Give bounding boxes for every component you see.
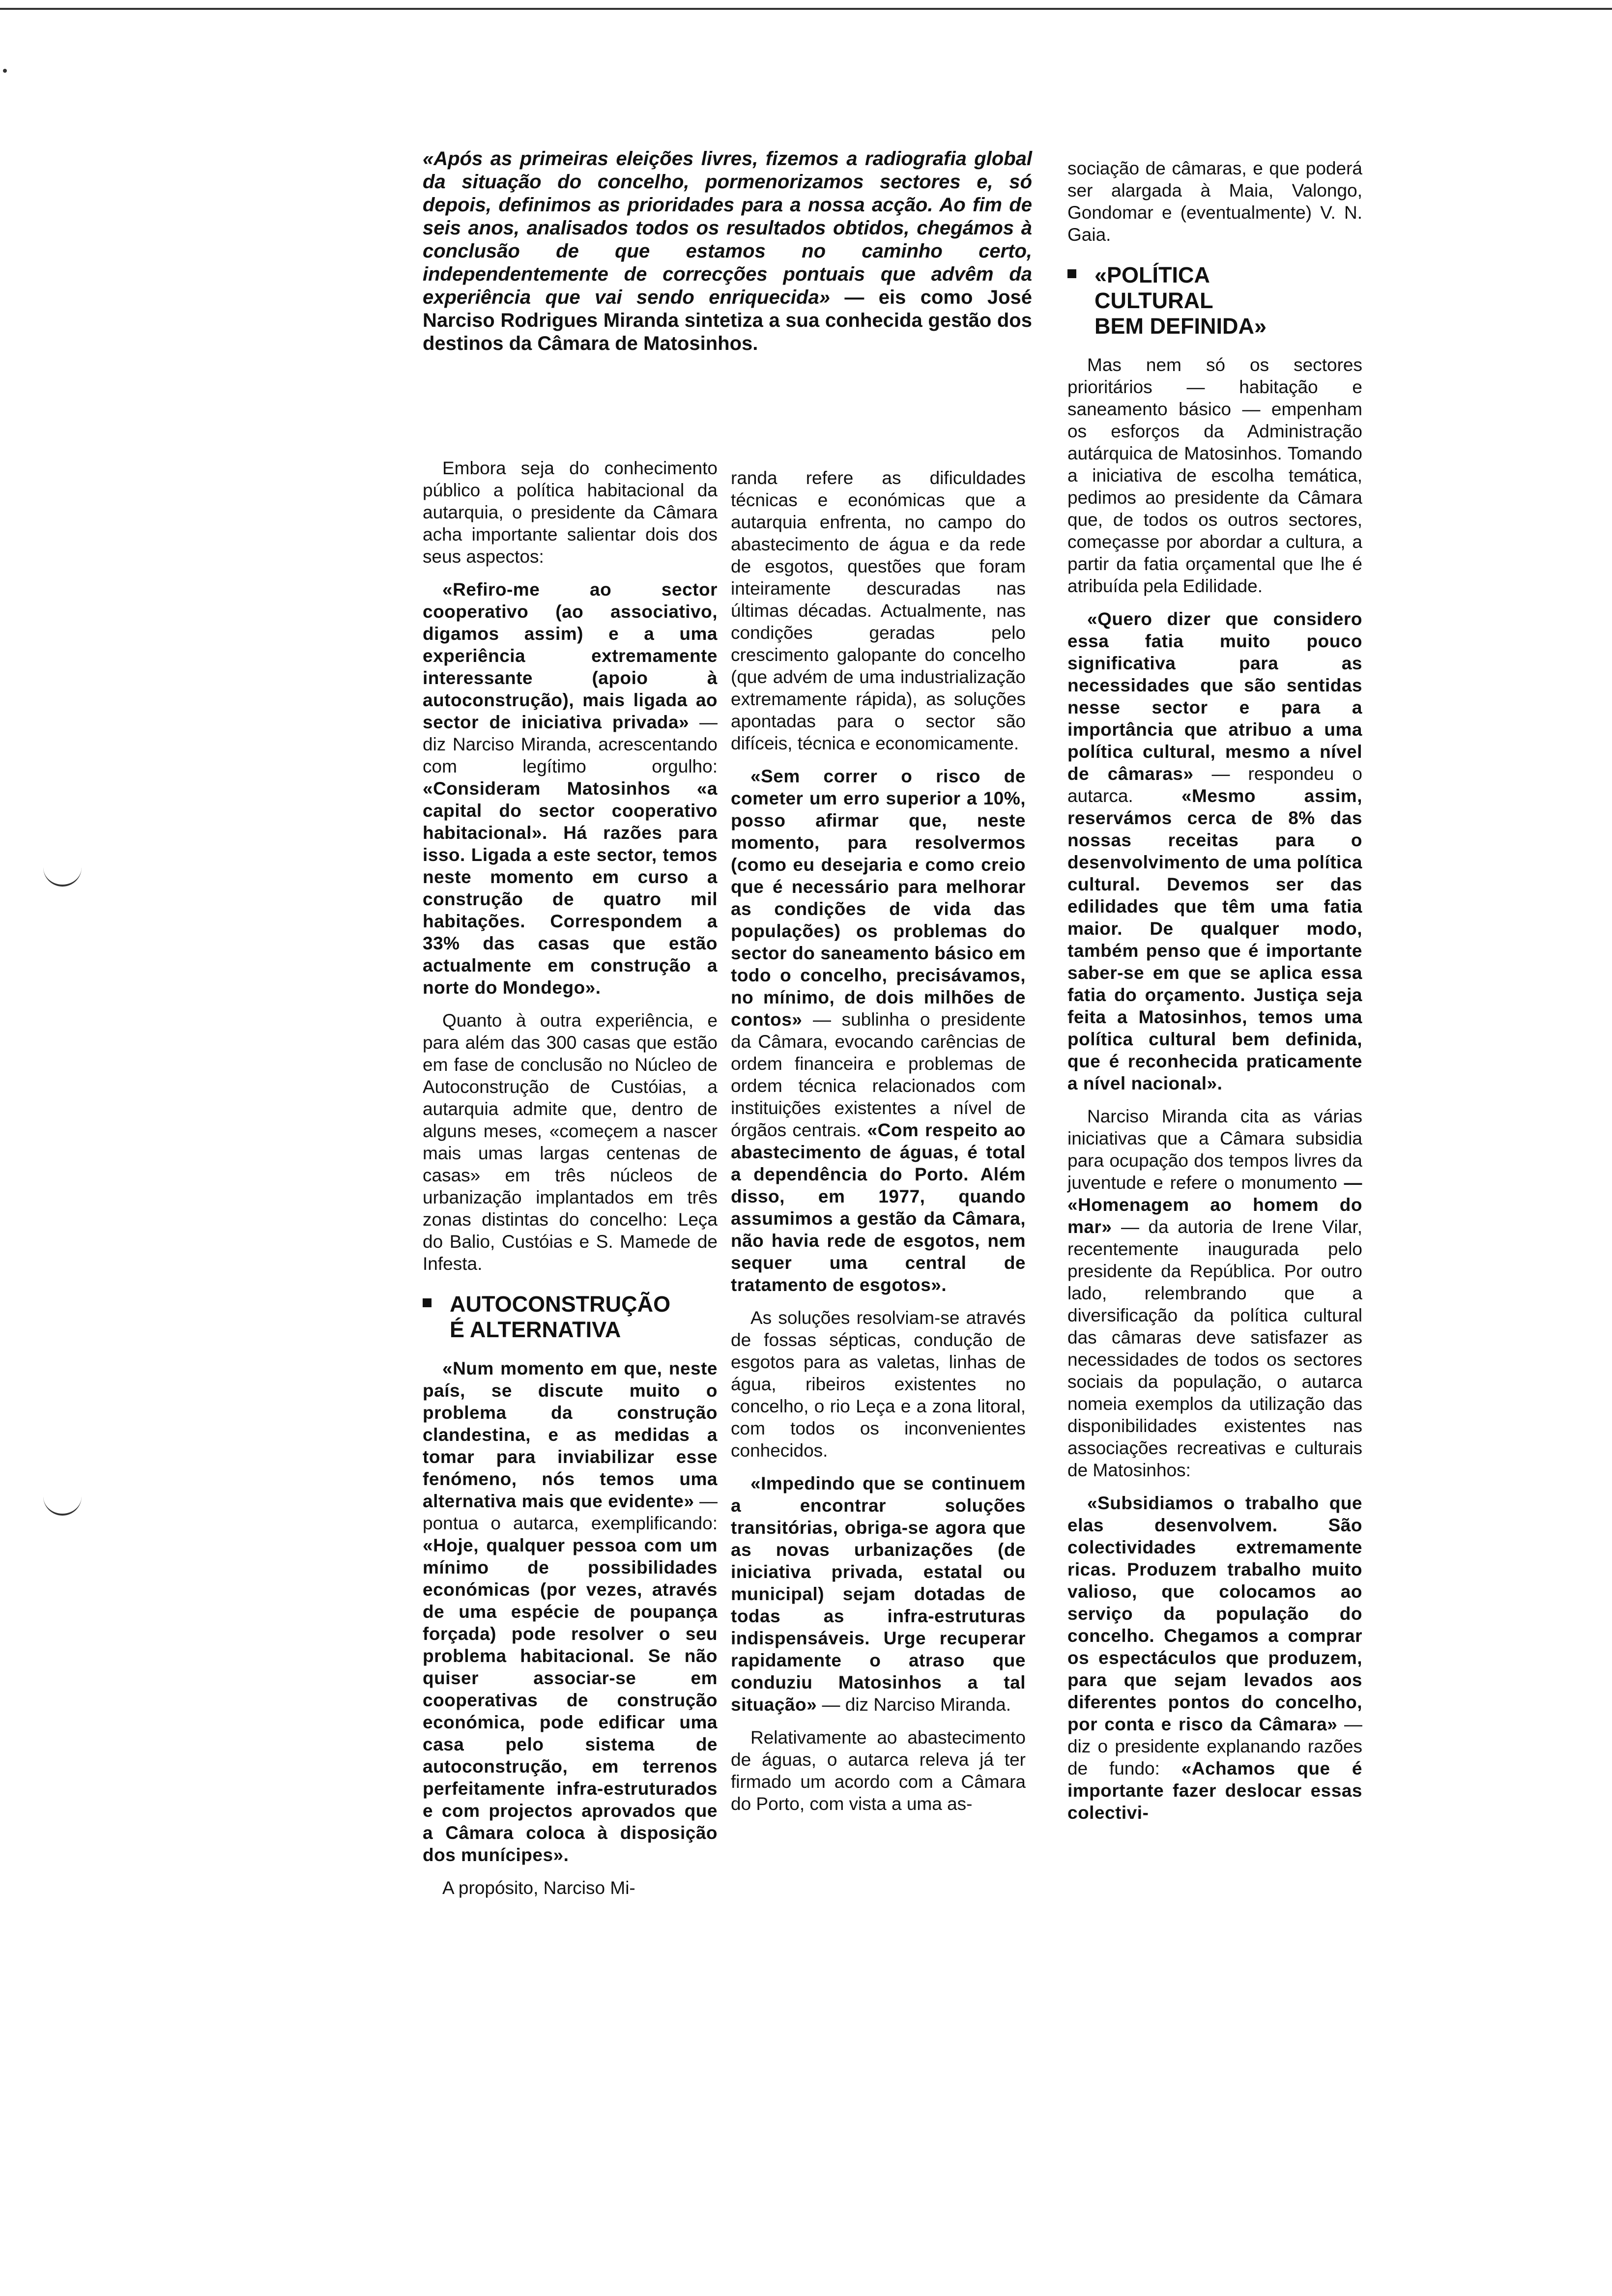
col2-paragraph-4: «Impedindo que se continuem a encontrar soluções transitórias, obriga-se agora que as novas urbanizações (de iniciativa privada, estatal ou municipal) sejam dotadas de todas as infra-estruturas indispensáveis. Urge recuperar rapidamente o atraso que conduziu Matosinhos a tal situação» — diz Narciso Miranda. [731,1473,1026,1715]
bullet-square-icon [1067,269,1076,278]
col3-paragraph-3: «Quero dizer que considero essa fatia muito pouco significativa para as necessidades que são sentidas nesse sector e para a importância que atribuo a uma política cultural, mesmo a nível de câmaras» — respondeu o autarca. «Mesmo assim, reservámos cerca de 8% das nossas receitas para o desenvolvimento de uma política cultural. Devemos ser das edilidades que têm uma fatia maior. De qualquer modo, também penso que é importante saber-se em que se aplica essa fatia do orçamento. Justiça seja feita a Matosinhos, temos uma política cultural bem definida, que é reconhecida praticamente a nível nacional». [1067,609,1362,1093]
col2-paragraph-3: As soluções resolviam-se através de fossas sépticas, condução de esgotos para as valetas, linhas de água, ribeiros existentes no concelho, o rio Leça e a zona litoral, com todos os inconvenientes conhecidos. [731,1308,1026,1461]
subheading-politica-cultural: «POLÍTICA CULTURAL BEM DEFINIDA» [1067,262,1362,339]
subheading-autoconstrucao: AUTOCONSTRUÇÃO É ALTERNATIVA [423,1292,718,1343]
col2-paragraph-5: Relativamente ao abastecimento de águas, o autarca releva já ter firmado um acordo com a Câmara do Porto, com vista a uma as- [731,1727,1026,1814]
col3-paragraph-5: «Subsidiamos o trabalho que elas desenvolvem. São colectividades extremamente ricas. Produzem trabalho muito valioso, que colocamos ao serviço da população do concelho. Chegamos a comprar os espectáculos que produzem, para que sejam levados aos diferentes pontos do concelho, por conta e risco da Câmara» — diz o presidente explanando razões de fundo: «Achamos que é importante fazer deslocar essas colectivi- [1067,1493,1362,1823]
col1-paragraph-2: «Refiro-me ao sector cooperativo (ao associativo, digamos assim) e a uma experiência extremamente interessante (apoio à autoconstrução), mais ligada ao sector de iniciativa privada» — diz Narciso Miranda, acrescentando com legítimo orgulho: «Consideram Matosinhos «a capital do sector cooperativo habitacional». Há razões para isso. Ligada a este sector, temos neste momento em curso a construção de quatro mil habitações. Correspondem a 33% das casas que estão actualmente em construção a norte do Mondego». [423,579,718,998]
col1-paragraph-5: A propósito, Narciso Mi- [442,1878,635,1898]
col3-paragraph-4: Narciso Miranda cita as várias iniciativas que a Câmara subsidia para ocupação dos tempos livres da juventude e refere o monumento — «Homenagem ao homem do mar» — da autoria de Irene Vilar, recentemente inaugurada pelo presidente da República. Por outro lado, relembrando que a diversificação da política cultural das câmaras deve satisfazer as necessidades de todos os sectores sociais da população, o autarca nomeia exemplos da utilização das disponibilidades existentes nas associações recreativas e culturais de Matosinhos: [1067,1106,1362,1480]
lead-attribution: — eis como José Narciso Rodrigues Miranda sintetiza a sua conhecida gestão dos destinos da Câmara de Matosinhos. [423,287,1032,354]
col3-paragraph-2: Mas nem só os sectores prioritários — habitação e saneamento básico — empenham os esforços da Administração autárquica de Matosinhos. Tomando a iniciativa de escolha temática, pedimos ao presidente da Câmara que, de todos os outros sectores, começasse por abordar a cultura, a partir da fatia orçamental que lhe é atribuída pela Edilidade. [1067,355,1362,596]
col3-paragraph-1: sociação de câmaras, e que poderá ser alargada à Maia, Valongo, Gondomar e (eventualmente) V. N. Gaia. [1067,158,1362,245]
bullet-square-icon [423,1298,432,1307]
column-2 [731,467,1026,1826]
col2-paragraph-2: «Sem correr o risco de cometer um erro superior a 10%, posso afirmar que, neste momento, para resolvermos (como eu desejaria e como creio que é necessário para melhorar as condições de vida das populações) os problemas do sector do saneamento básico em todo o concelho, precisávamos, no mínimo, de dois milhões de contos» — sublinha o presidente da Câmara, evocando carências de ordem financeira e problemas de ordem técnica relacionados com instituições existentes a nível de órgãos centrais. «Com respeito ao abastecimento de águas, é total a dependência do Porto. Além disso, em 1977, quando assumimos a gestão da Câmara, não havia rede de esgotos, nem sequer uma central de tratamento de esgotos». [731,766,1026,1295]
col1-paragraph-3: Quanto à outra experiência, e para além das 300 casas que estão em fase de conclusão no Núcleo de Autoconstrução de Custóias, a autarquia admite que, dentro de alguns meses, «começem a nascer mais umas largas centenas de casas» em três núcleos de urbanização implantados em três zonas distintas do concelho: Leça do Balio, Custóias e S. Mamede de Infesta. [423,1010,718,1274]
col2-paragraph-1: randa refere as dificuldades técnicas e económicas que a autarquia enfrenta, no campo do abastecimento de água e da rede de esgotos, questões que foram inteiramente descuradas nas últimas décadas. Actualmente, nas condições geradas pelo crescimento galopante do concelho (que advém de uma industrialização extremamente rápida), as soluções apontadas para o sector são difíceis, técnica e economicamente. [731,468,1026,753]
col1-paragraph-1: Embora seja do conhecimento público a política habitacional da autarquia, o presidente da Câmara acha importante salientar dois dos seus aspectos: [423,458,718,567]
lead-quote: «Após as primeiras eleições livres, fizemos a radiografia global da situação do concelho, pormenorizamos sectores e, só depois, definimos as prioridades para a nossa acção. Ao fim de seis anos, analisados todos os resultados obtidos, chegámos à conclusão de que estamos no caminho certo, independentemente de correcções pontuais que advêm da experiência que vai sendo enriquecida» [423,148,1032,308]
col1-paragraph-4: «Num momento em que, neste país, se discute muito o problema da construção clandestina, e as medidas a tomar para inviabilizar esse fenómeno, nós temos uma alternativa mais que evidente» — pontua o autarca, exemplificando: «Hoje, qualquer pessoa com um mínimo de possibilidades económicas (por vezes, através de uma espécie de poupança forçada) pode resolver o seu problema habitacional. Se não quiser associar-se em cooperativas de construção económica, pode edificar uma casa pelo sistema de autoconstrução, em terrenos perfeitamente infra-estruturados e com projectos aprovados que a Câmara coloca à disposição dos munícipes». [423,1358,718,1865]
lead-paragraph [423,147,1032,355]
column-3 [1067,157,1362,1835]
column-1 [423,457,718,1910]
